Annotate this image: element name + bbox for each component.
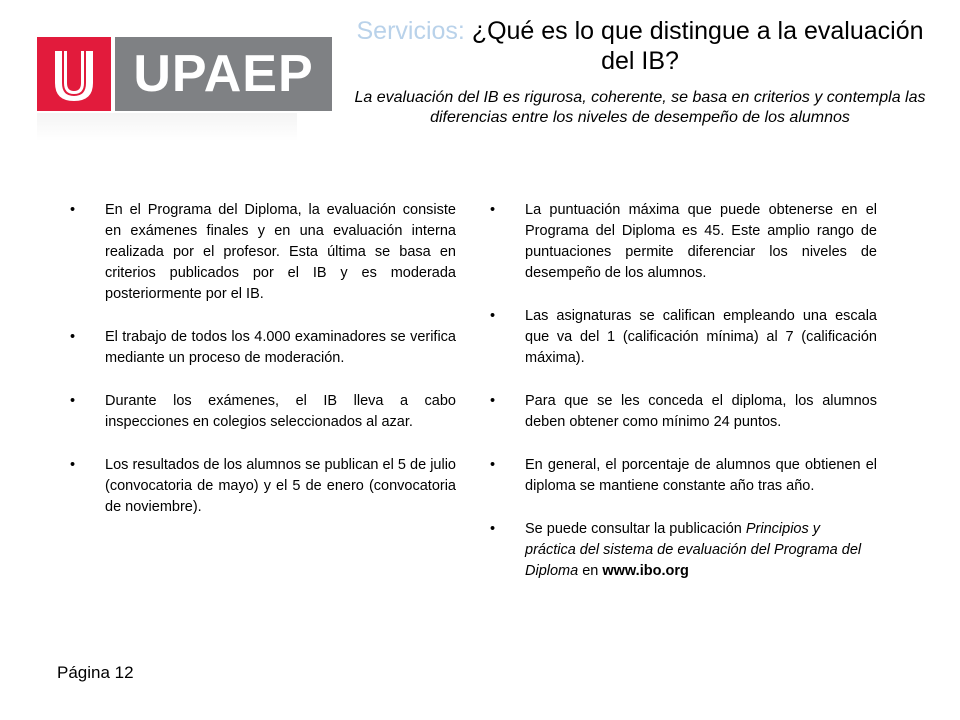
- upaep-wordmark: UPAEP: [115, 37, 332, 111]
- bullet-icon: •: [70, 329, 76, 345]
- title-prefix: Servicios:: [356, 17, 465, 45]
- u-mark-icon: [37, 37, 111, 111]
- bullet-icon: •: [490, 457, 496, 473]
- list-item: [490, 455, 877, 497]
- bullet-icon: •: [490, 202, 496, 218]
- list-item: [70, 391, 456, 433]
- ibo-website-link[interactable]: www.ibo.org: [602, 563, 689, 579]
- slide-title: [350, 16, 930, 128]
- list-item-text: El trabajo de todos los 4.000 examinadores se verifica mediante un proceso de moderación.: [105, 329, 456, 366]
- bullet-icon: •: [70, 457, 76, 473]
- list-item-text: En general, el porcentaje de alumnos que obtienen el diploma se mantiene constante año tras año.: [525, 457, 877, 494]
- list-item: [70, 200, 456, 305]
- list-item: [490, 306, 877, 369]
- list-item: [70, 455, 456, 518]
- list-item: [490, 200, 877, 284]
- list-item-text: Durante los exámenes, el IB lleva a cabo inspecciones en colegios seleccionados al azar.: [105, 393, 456, 430]
- list-item-text: Los resultados de los alumnos se publican el 5 de julio (convocatoria de mayo) y el 5 de enero (convocatoria de noviembre).: [105, 457, 456, 515]
- list-item-text: Para que se les conceda el diploma, los alumnos deben obtener como mínimo 24 puntos.: [525, 393, 877, 430]
- bullet-icon: •: [70, 202, 76, 218]
- left-bullet-list: [70, 200, 456, 518]
- list-item-text: En el Programa del Diploma, la evaluación consiste en exámenes finales y en una evaluación interna realizada por el profesor. Esta última se basa en criterios publicados por el IB y es moderada posteriormente por el IB.: [105, 202, 456, 302]
- title-subtitle: La evaluación del IB es rigurosa, coherente, se basa en criterios y contempla las diferencias entre los niveles de desempeño de los alumnos: [354, 89, 926, 126]
- publication-text-before: Se puede consultar la publicación: [525, 521, 746, 537]
- list-item: [490, 391, 877, 433]
- list-item-text: La puntuación máxima que puede obtenerse en el Programa del Diploma es 45. Este amplio rango de puntuaciones permite diferenciar los niveles de desempeño de los alumnos.: [525, 202, 877, 281]
- title-main-line: [350, 16, 930, 76]
- right-bullet-list: [490, 200, 877, 582]
- upaep-u-mark: [37, 37, 111, 111]
- right-column: [490, 200, 877, 604]
- title-question: ¿Qué es lo que distingue a la evaluación del IB?: [471, 17, 924, 75]
- publication-title: Principios y práctica del sistema de evaluación del Programa del Diploma: [525, 521, 862, 579]
- list-item-publication: [490, 519, 877, 582]
- list-item-text: Las asignaturas se califican empleando una escala que va del 1 (calificación mínima) al 7 (calificación máxima).: [525, 308, 877, 366]
- bullet-icon: •: [490, 521, 496, 537]
- upaep-logo: [37, 37, 332, 111]
- page-number: Página 12: [57, 663, 134, 682]
- bullet-icon: •: [70, 393, 76, 409]
- list-item: [70, 327, 456, 369]
- publication-text-middle: en: [578, 563, 603, 579]
- left-column: [70, 200, 456, 540]
- bullet-icon: •: [490, 393, 496, 409]
- logo-reflection: [37, 113, 297, 141]
- bullet-icon: •: [490, 308, 496, 324]
